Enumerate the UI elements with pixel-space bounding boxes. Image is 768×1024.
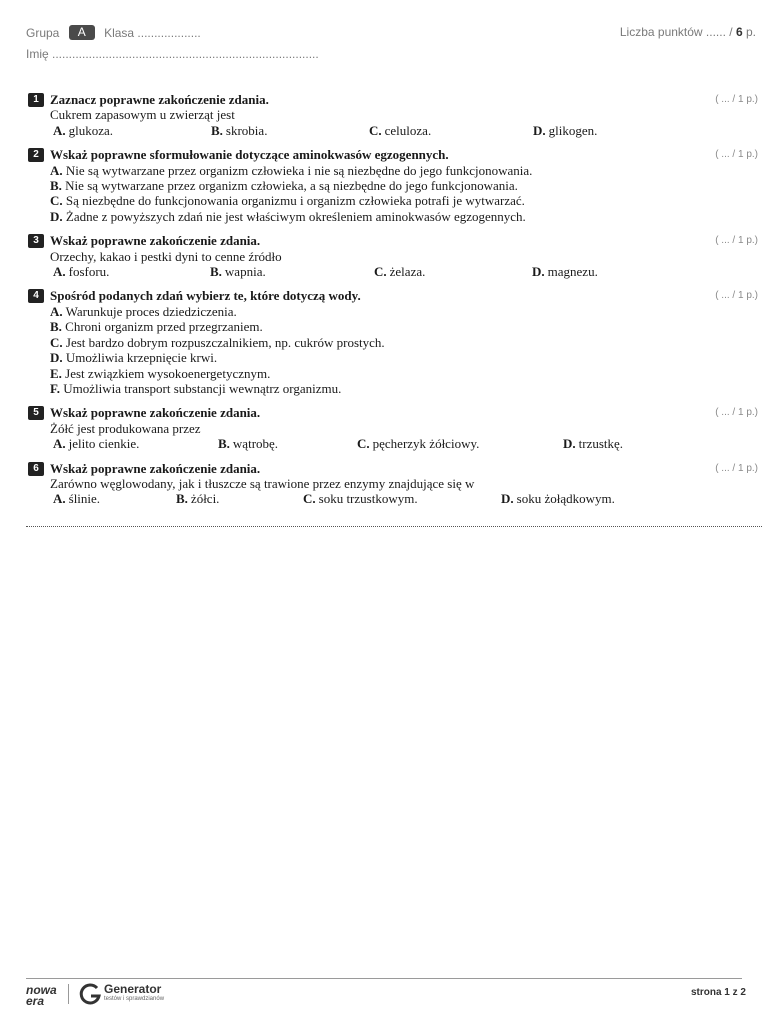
option-letter: C. [50,334,63,350]
nowa-era-logo [26,985,57,1007]
answer-row [50,123,762,138]
option-letter: B. [211,122,223,138]
option-text: Jest związkiem wysokoenergetycznym. [65,365,271,381]
option-letter: C. [303,491,316,507]
logo-separator [68,984,69,1004]
option-text: Jest bardzo dobrym rozpuszczalnikiem, np. cukrów prostych. [65,334,385,350]
answer-option-b[interactable] [218,436,357,451]
answer-option-b[interactable] [211,123,369,138]
group-badge: A [69,25,95,40]
option-text: Nie są wytwarzane przez organizm człowieka i nie są niezbędne do jego funkcjonowania. [65,162,533,178]
points-summary [620,25,756,39]
answer-option-c[interactable] [303,491,501,506]
answer-option-d[interactable] [533,123,597,138]
option-text: Są niezbędne do funkcjonowania organizmu i organizm człowieka potrafi je wytwarzać. [65,193,525,209]
option-letter: B. [50,319,62,335]
question-title: Zaznacz poprawne zakończenie zdania. [50,92,269,107]
answer-option-f[interactable] [50,381,762,396]
option-letter: C. [374,264,387,280]
option-text: Nie są wytwarzane przez organizm człowieka, a są niezbędne do jego funkcjonowania. [65,178,518,194]
page-number: strona 1 z 2 [690,987,746,998]
option-text: żelaza. [389,264,426,280]
answer-option-a[interactable] [53,123,211,138]
option-letter: D. [50,350,63,366]
answer-option-c[interactable] [357,436,563,451]
option-text: skrobia. [225,122,268,138]
answer-option-e[interactable] [50,366,762,381]
answer-option-d[interactable] [501,491,615,506]
answer-row [50,491,762,506]
question-number: 6 [28,462,44,476]
question-1 [26,92,762,138]
option-letter: F. [50,380,60,396]
generator-g-icon [78,982,102,1011]
question-stem: Zarówno węglowodany, jak i tłuszcze są trawione przez enzymy znajdujące się w [50,475,475,491]
answer-option-b[interactable] [50,178,762,193]
option-text: żółci. [190,491,220,507]
points-total: 6 [735,25,743,39]
generator-logo-text [104,983,164,1003]
option-letter: C. [50,193,63,209]
option-letter: B. [210,264,222,280]
question-title: Wskaż poprawne zakończenie zdania. [50,233,261,249]
question-points: ( ... / 1 p.) [715,94,758,105]
answer-option-b[interactable] [210,264,374,279]
question-stem: Żółć jest produkowana przez [50,420,201,436]
question-number: 2 [28,148,44,162]
answer-option-c[interactable] [50,335,762,350]
option-letter: C. [369,122,382,138]
answer-row [50,264,762,279]
question-stem: Orzechy, kakao i pestki dyni to cenne źródło [50,248,282,264]
option-text: Warunkuje proces dziedziczenia. [65,303,237,319]
generator-subtitle: testów i sprawdzianów [104,996,165,1002]
answer-option-b[interactable] [176,491,303,506]
answer-row [50,436,762,451]
logo-line-2: era [26,994,45,1008]
option-text: Chroni organizm przed przegrzaniem. [65,319,263,335]
answer-option-b[interactable] [50,319,762,334]
answer-option-d[interactable] [50,350,762,365]
question-3 [26,233,762,279]
question-title: Wskaż poprawne zakończenie zdania. [50,460,261,476]
option-text: soku trzustkowym. [318,491,418,507]
question-4 [26,288,762,396]
option-text: trzustkę. [578,436,624,452]
question-5 [26,405,762,451]
question-number: 3 [28,234,44,248]
question-points: ( ... / 1 p.) [715,290,758,302]
question-number: 1 [28,93,44,107]
footer-divider [26,978,742,979]
option-text: wątrobę. [232,436,279,452]
points-label: Liczba punktów ...... / [619,25,733,39]
answer-option-a[interactable] [50,163,762,178]
group-label: Grupa [26,25,60,40]
option-letter: D. [50,208,63,224]
group-class-header [26,25,201,40]
answer-option-a[interactable] [50,304,762,319]
class-label: Klasa ................... [104,25,201,40]
question-number: 4 [28,289,44,303]
question-2 [26,147,762,224]
option-letter: B. [218,436,230,452]
option-letter: A. [50,303,63,319]
answer-option-c[interactable] [374,264,532,279]
answer-option-d[interactable] [532,264,598,279]
question-list [26,92,762,516]
option-letter: D. [532,264,545,280]
option-letter: A. [53,264,66,280]
option-text: celuloza. [384,122,432,138]
option-text: wapnia. [224,264,266,280]
question-title: Spośród podanych zdań wybierz te, które dotyczą wody. [50,288,361,304]
option-text: Umożliwia transport substancji wewnątrz organizmu. [63,380,342,396]
option-text: Żadne z powyższych zdań nie jest właściwym określeniem aminokwasów egzogennych. [65,208,526,224]
option-text: magnezu. [547,264,598,280]
option-letter: D. [533,122,546,138]
question-points: ( ... / 1 p.) [715,462,758,474]
option-text: pęcherzyk żółciowy. [372,436,480,452]
option-text: Umożliwia krzepnięcie krwi. [65,350,218,366]
answer-option-c[interactable] [50,193,762,208]
question-number: 5 [28,406,44,420]
option-letter: A. [50,162,63,178]
option-letter: E. [50,365,62,381]
answer-option-a[interactable] [53,264,210,279]
option-letter: B. [50,178,62,194]
answer-option-c[interactable] [369,123,533,138]
question-6 [26,461,762,507]
option-letter: C. [357,436,370,452]
answer-option-a[interactable] [53,491,176,506]
option-text: glikogen. [548,122,598,138]
question-title: Wskaż poprawne sformułowanie dotyczące aminokwasów egzogennych. [50,147,449,163]
option-text: ślinie. [68,491,101,507]
logo-line-1: nowa [26,983,57,997]
end-divider [26,526,762,527]
answer-option-a[interactable] [53,436,218,451]
points-unit: p. [745,25,756,39]
option-text: jelito cienkie. [68,436,140,452]
name-field: Imię ................................................................................ [26,47,319,61]
option-text: soku żołądkowym. [516,491,615,507]
answer-option-d[interactable] [563,436,623,451]
option-letter: A. [53,122,66,138]
option-letter: B. [176,491,188,507]
question-points: ( ... / 1 p.) [715,149,758,161]
option-letter: A. [53,436,66,452]
option-letter: D. [563,436,576,452]
option-text: fosforu. [68,264,110,280]
question-points: ( ... / 1 p.) [715,407,758,419]
option-letter: D. [501,491,514,507]
answer-option-d[interactable] [50,209,762,224]
option-letter: A. [53,491,66,507]
question-points: ( ... / 1 p.) [715,235,758,247]
option-text: glukoza. [68,122,114,138]
generator-title: Generator [104,982,162,996]
question-title: Wskaż poprawne zakończenie zdania. [50,405,261,421]
question-stem: Cukrem zapasowym u zwierząt jest [50,107,235,123]
